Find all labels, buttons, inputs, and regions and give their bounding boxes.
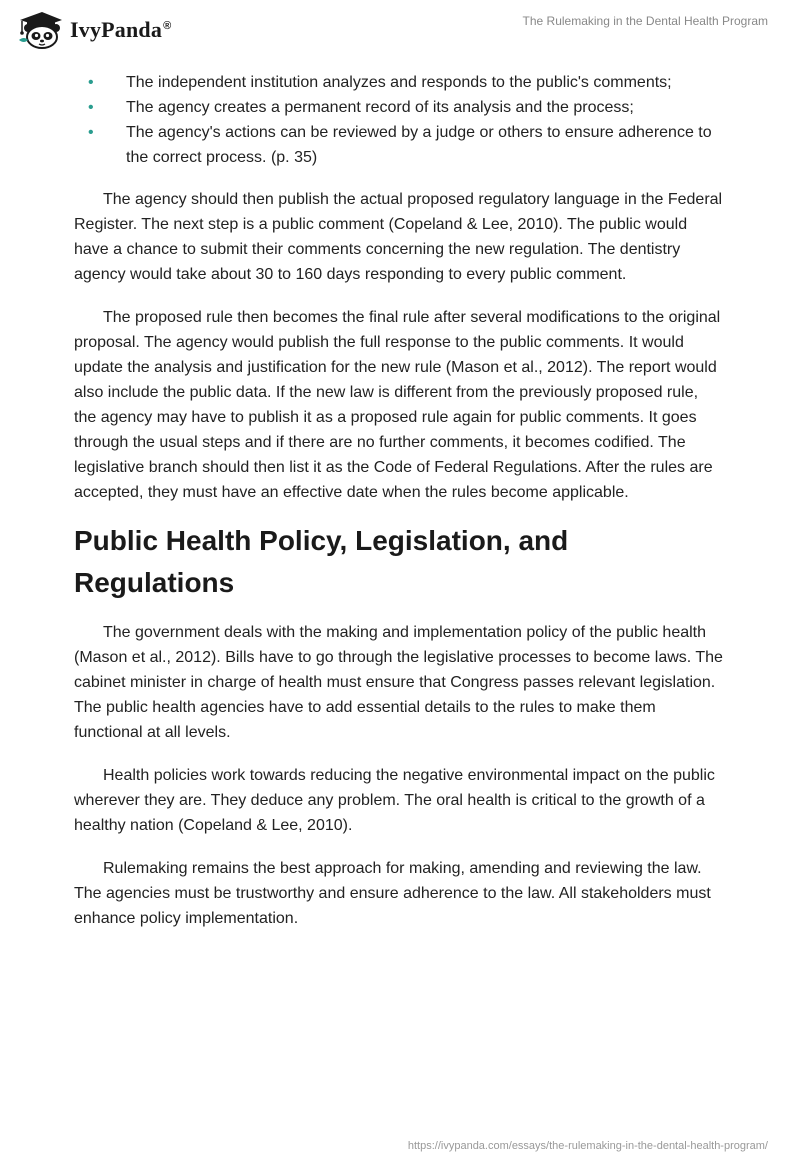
process-list bbox=[74, 70, 724, 170]
source-url[interactable]: https://ivypanda.com/essays/the-rulemaking-in-the-dental-health-program/ bbox=[407, 1140, 768, 1152]
list-item bbox=[74, 120, 724, 170]
paragraph: The government deals with the making and implementation policy of the public health (Mason et al., 2012). Bills have to go through the legislative processes to become laws. The cabinet minister in charge of health must ensure that Congress passes relevant legislation. The public health agencies have to add essential details to the rules to make them functional at all levels. bbox=[74, 624, 723, 741]
bullet-icon: • bbox=[88, 74, 94, 91]
list-item-text: The agency creates a permanent record of its analysis and the process; bbox=[126, 99, 634, 116]
page-header bbox=[0, 0, 800, 60]
list-item-text: The independent institution analyzes and responds to the public's comments; bbox=[126, 74, 672, 91]
brand-logo[interactable] bbox=[16, 10, 171, 50]
paragraph: The agency should then publish the actual proposed regulatory language in the Federal Register. The next step is a public comment (Copeland & Lee, 2010). The public would have a chance to submit their comments concerning the new regulation. The dentistry agency would take about 30 to 160 days responding to every public comment. bbox=[74, 191, 723, 283]
registered-mark: ® bbox=[163, 19, 172, 32]
bullet-icon: • bbox=[88, 99, 94, 116]
paragraph: The proposed rule then becomes the final rule after several modifications to the original proposal. The agency would publish the full response to the public comments. It would update the analysis and justification for the new rule (Mason et al., 2012). The report would also include the public data. If the new law is different from the previously proposed rule, the agency may have to publish it as a proposed rule again for public comments. It goes through the usual steps and if there are no further comments, it becomes codified. The legislative branch should then list it as the Code of Federal Regulations. After the rules are accepted, they must have an effective date when the rules become applicable. bbox=[74, 309, 721, 501]
list-item-text: The agency's actions can be reviewed by a judge or others to ensure adherence to the correct process. (p. 35) bbox=[126, 124, 712, 166]
list-item bbox=[74, 70, 724, 95]
paragraph: Rulemaking remains the best approach for making, amending and reviewing the law. The agencies must be trustworthy and ensure adherence to the law. All stakeholders must enhance policy implementation. bbox=[74, 860, 711, 927]
paragraph: Health policies work towards reducing the negative environmental impact on the public wherever they are. They deduce any problem. The oral health is critical to the growth of a healthy nation (Copeland & Lee, 2010). bbox=[74, 767, 715, 834]
brand-name: IvyPanda® bbox=[70, 17, 172, 42]
panda-graduate-icon bbox=[16, 10, 64, 50]
essay-content bbox=[74, 70, 724, 931]
document-title: The Rulemaking in the Dental Health Program bbox=[522, 14, 768, 28]
list-item bbox=[74, 95, 724, 120]
bullet-icon: • bbox=[88, 124, 94, 141]
section-heading: Public Health Policy, Legislation, and Regulations bbox=[74, 525, 569, 598]
